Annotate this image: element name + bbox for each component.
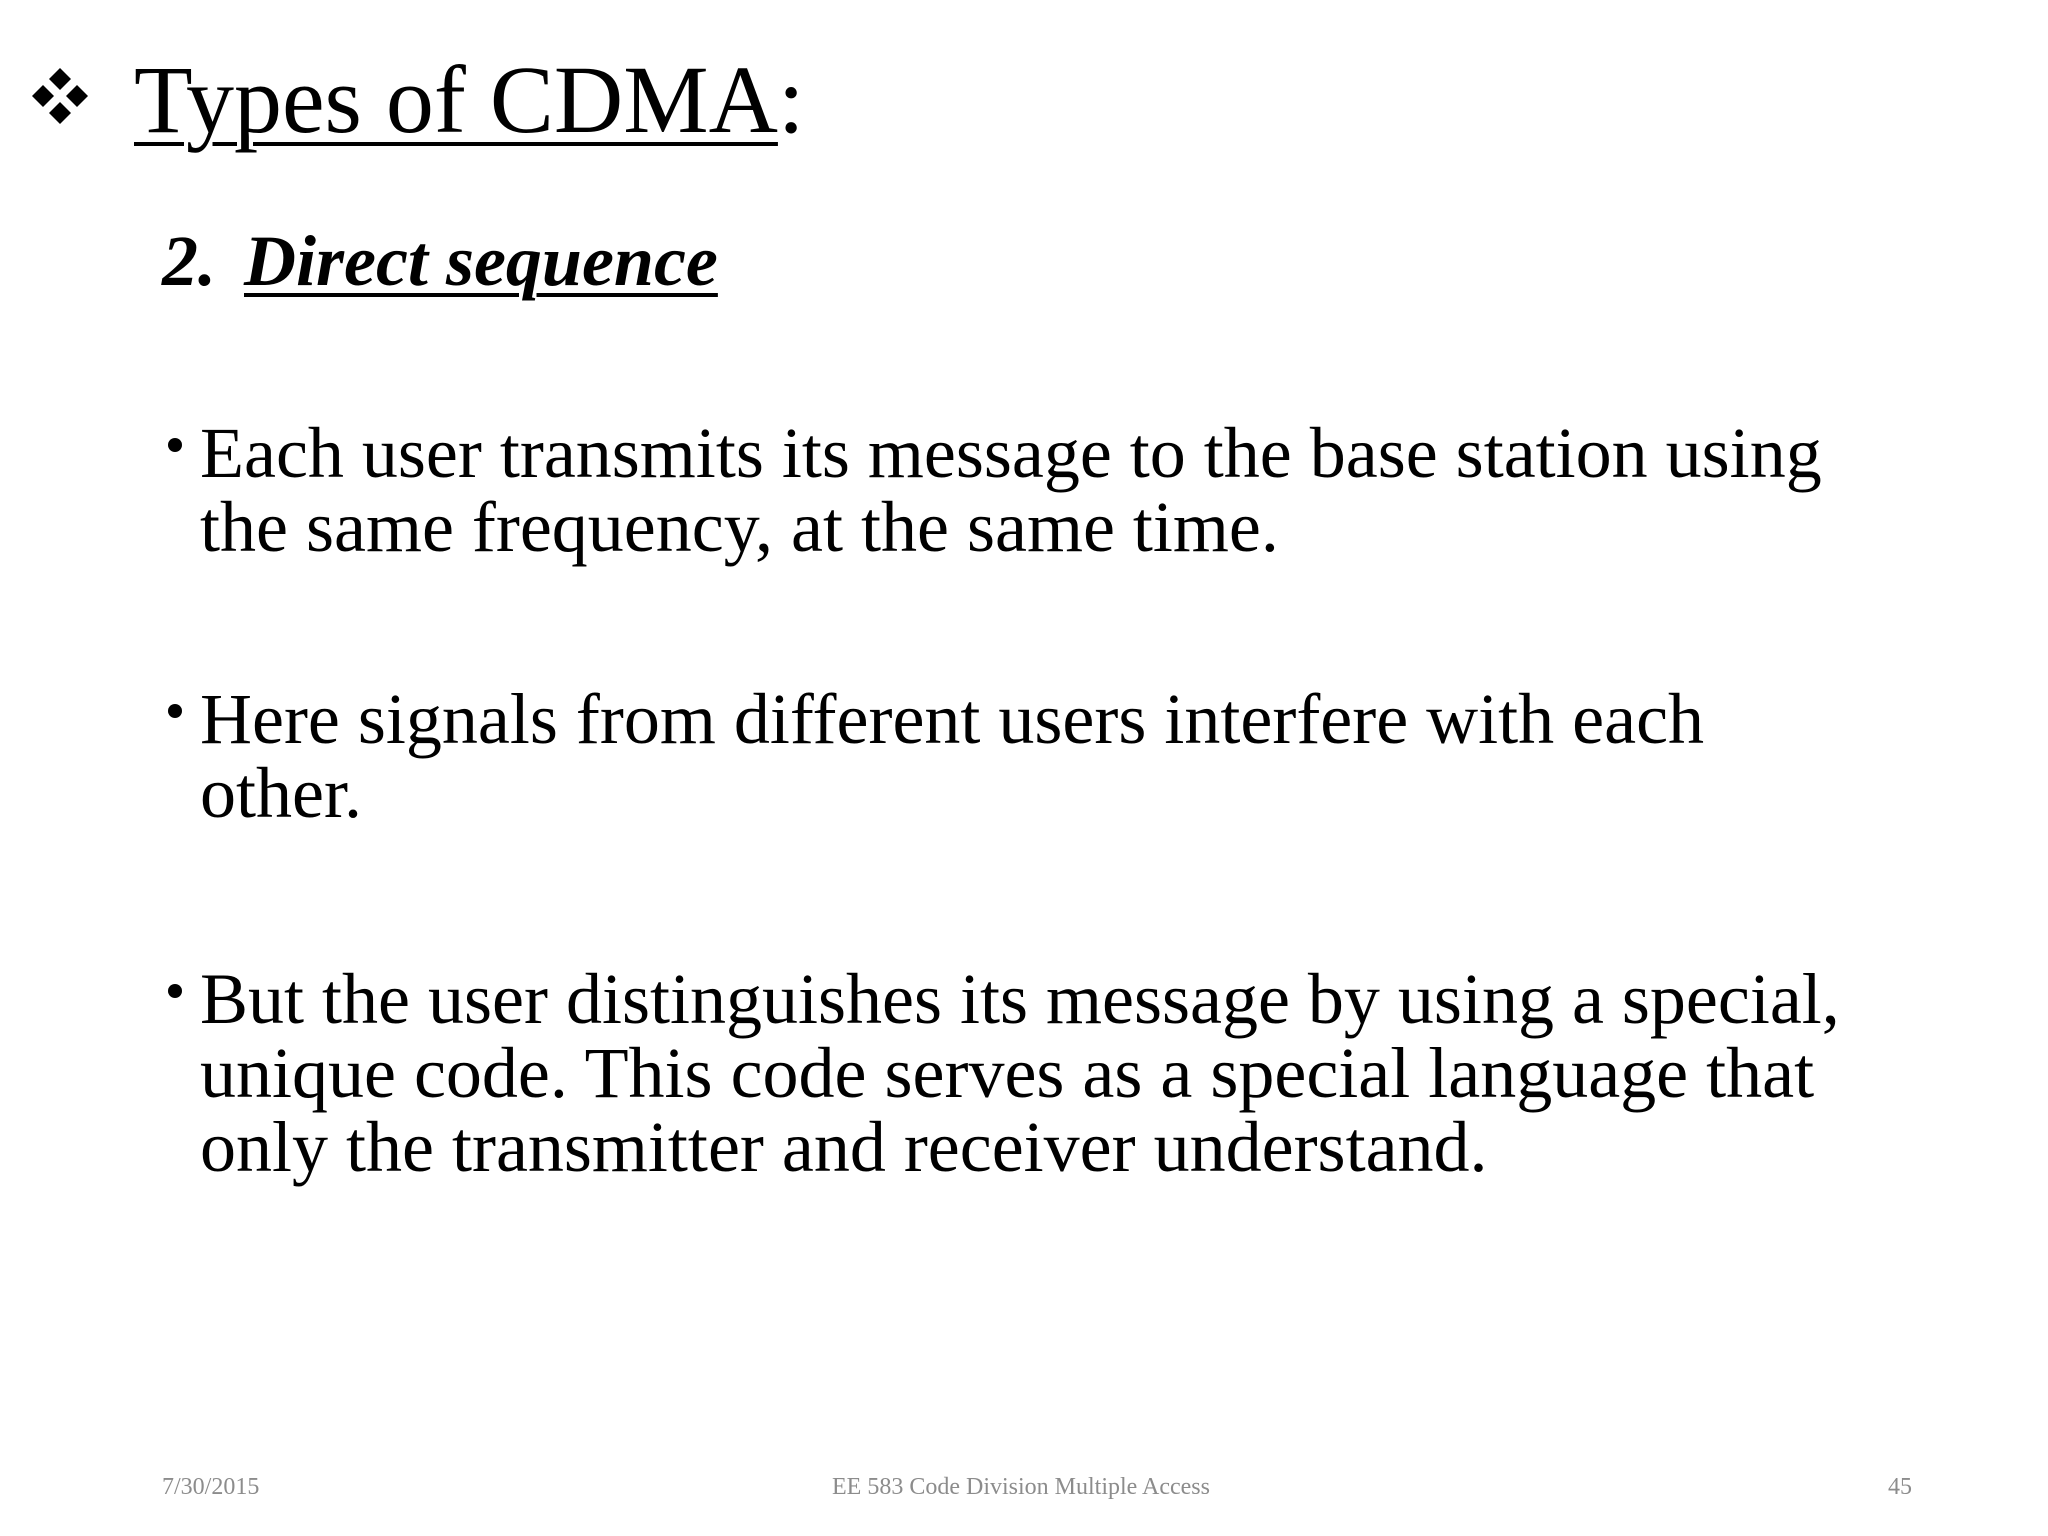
title-text [134,40,805,160]
bullet-text: But the user distinguishes its message by using a special, unique code. This code serves as a special language that only the transmitter and receiver understand. [200,959,1840,1187]
footer-date: 7/30/2015 [162,1474,260,1500]
bullet-item [160,413,1880,567]
bullet-text: Here signals from different users interfere with each other. [200,679,1705,833]
subtitle-number: 2. [162,221,216,301]
bullet-dot-icon [168,438,182,452]
title-colon: : [777,46,805,153]
bullet-dot-icon [168,704,182,718]
bullet-dot-icon [168,984,182,998]
bullet-item [160,679,1880,833]
four-diamond-bullet-icon [30,66,90,126]
bullet-item [160,959,1880,1187]
title-main: Types of CDMA [134,46,778,153]
subtitle-label: Direct sequence [244,221,718,301]
footer-title: EE 583 Code Division Multiple Access [832,1474,1210,1500]
page-number: 45 [1888,1474,1912,1500]
subtitle [162,218,718,304]
bullet-text: Each user transmits its message to the base station using the same frequency, at the same time. [200,413,1822,567]
